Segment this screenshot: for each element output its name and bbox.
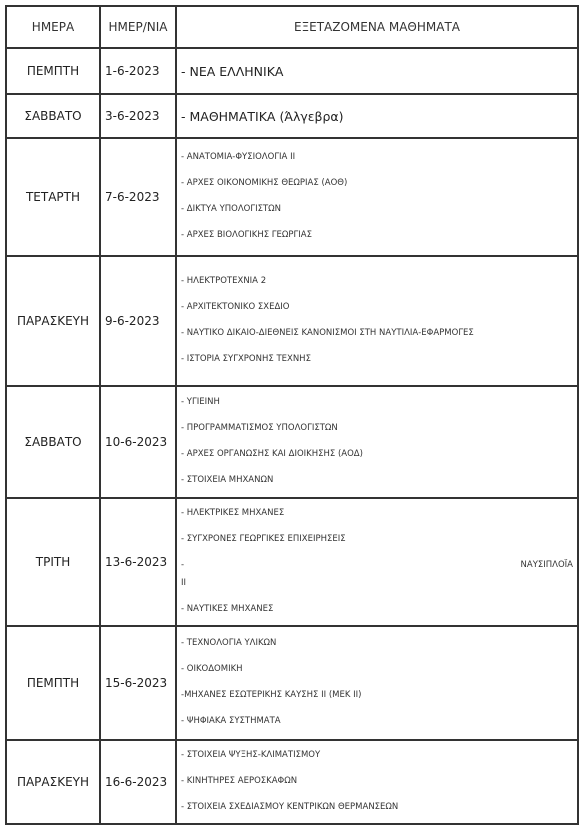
subjects-cell <box>176 48 578 94</box>
subject-item: - ΑΡΧΙΤΕΚΤΟΝΙΚΟ ΣΧΕΔΙΟ <box>181 302 290 312</box>
subject-item: - ΝΑΥΤΙΚΟ ΔΙΚΑΙΟ-ΔΙΕΘΝΕΙΣ ΚΑΝΟΝΙΣΜΟΙ ΣΤΗ ΝΑΥΤΙΛΙΑ-ΕΦΑΡΜΟΓΕΣ <box>181 328 474 338</box>
date-cell: 15-6-2023 <box>100 626 176 740</box>
subject-item: - ΤΕΧΝΟΛΟΓΙΑ ΥΛΙΚΩΝ <box>181 638 277 648</box>
day-cell: ΤΡΙΤΗ <box>6 498 100 626</box>
subject-item: - ΚΙΝΗΤΗΡΕΣ ΑΕΡΟΣΚΑΦΩΝ <box>181 776 298 786</box>
table-row <box>6 386 578 498</box>
subject-item: - ΣΤΟΙΧΕΙΑ ΣΧΕΔΙΑΣΜΟΥ ΚΕΝΤΡΙΚΩΝ ΘΕΡΜΑΝΣΕΩΝ <box>181 802 399 812</box>
day-cell: ΣΑΒΒΑΤΟ <box>6 94 100 138</box>
subject-item: - ΣΤΟΙΧΕΙΑ ΨΥΞΗΣ-ΚΛΙΜΑΤΙΣΜΟΥ <box>181 750 321 760</box>
subjects-cell <box>176 626 578 740</box>
subject-item-dash: - <box>181 560 185 570</box>
exam-schedule-table <box>5 5 579 825</box>
subject-item: - ΑΡΧΕΣ ΟΡΓΑΝΩΣΗΣ ΚΑΙ ΔΙΟΙΚΗΣΗΣ (ΑΟΔ) <box>181 449 363 459</box>
subject-item: - ΥΓΙΕΙΝΗ <box>181 397 220 407</box>
subject-item: - ΗΛΕΚΤΡΟΤΕΧΝΙΑ 2 <box>181 276 267 286</box>
subject-item: - ΝΑΥΤΙΚΕΣ ΜΗΧΑΝΕΣ <box>181 604 274 614</box>
day-cell: ΠΑΡΑΣΚΕΥΗ <box>6 256 100 386</box>
subject-item-right: ΝΑΥΣΙΠΛΟΪΑ <box>520 560 573 570</box>
header-subjects: ΕΞΕΤΑΖΟΜΕΝΑ ΜΑΘΗΜΑΤΑ <box>176 6 578 48</box>
subjects-cell <box>176 498 578 626</box>
header-row <box>6 6 578 48</box>
table-row <box>6 256 578 386</box>
table-row <box>6 48 578 94</box>
table-row <box>6 626 578 740</box>
subject-item: - ΜΑΘΗΜΑΤΙΚΑ (Άλγεβρα) <box>181 108 344 124</box>
subjects-cell <box>176 138 578 256</box>
date-cell: 16-6-2023 <box>100 740 176 824</box>
subject-item: - ΑΝΑΤΟΜΙΑ-ΦΥΣΙΟΛΟΓΙΑ ΙΙ <box>181 152 296 162</box>
subject-item: - ΨΗΦΙΑΚΑ ΣΥΣΤΗΜΑΤΑ <box>181 716 281 726</box>
day-cell: ΠΑΡΑΣΚΕΥΗ <box>6 740 100 824</box>
subject-item: - ΟΙΚΟΔΟΜΙΚΗ <box>181 664 243 674</box>
subject-item: - ΔΙΚΤΥΑ ΥΠΟΛΟΓΙΣΤΩΝ <box>181 204 282 214</box>
table-row <box>6 94 578 138</box>
table-row <box>6 138 578 256</box>
subject-item-split <box>181 559 573 571</box>
subject-item: - ΑΡΧΕΣ ΟΙΚΟΝΟΜΙΚΗΣ ΘΕΩΡΙΑΣ (ΑΟΘ) <box>181 178 348 188</box>
subjects-cell <box>176 386 578 498</box>
header-date: ΗΜΕΡ/ΝΙΑ <box>100 6 176 48</box>
subject-item: - ΙΣΤΟΡΙΑ ΣΥΓΧΡΟΝΗΣ ΤΕΧΝΗΣ <box>181 354 311 364</box>
table-row <box>6 498 578 626</box>
table-row <box>6 740 578 824</box>
subjects-cell <box>176 256 578 386</box>
subject-item: - ΗΛΕΚΤΡΙΚΕΣ ΜΗΧΑΝΕΣ <box>181 508 285 518</box>
subject-item: - ΑΡΧΕΣ ΒΙΟΛΟΓΙΚΗΣ ΓΕΩΡΓΙΑΣ <box>181 230 312 240</box>
header-day: ΗΜΕΡΑ <box>6 6 100 48</box>
date-cell: 7-6-2023 <box>100 138 176 256</box>
day-cell: ΤΕΤΑΡΤΗ <box>6 138 100 256</box>
subjects-cell <box>176 740 578 824</box>
day-cell: ΠΕΜΠΤΗ <box>6 626 100 740</box>
date-cell: 3-6-2023 <box>100 94 176 138</box>
date-cell: 9-6-2023 <box>100 256 176 386</box>
subject-item-continuation: ΙΙ <box>181 578 187 588</box>
subject-item: - ΝΕΑ ΕΛΛΗΝΙΚΑ <box>181 63 284 79</box>
day-cell: ΣΑΒΒΑΤΟ <box>6 386 100 498</box>
subject-item: - ΠΡΟΓΡΑΜΜΑΤΙΣΜΟΣ ΥΠΟΛΟΓΙΣΤΩΝ <box>181 423 338 433</box>
subjects-cell <box>176 94 578 138</box>
date-cell: 1-6-2023 <box>100 48 176 94</box>
subject-item: - ΣΥΓΧΡΟΝΕΣ ΓΕΩΡΓΙΚΕΣ ΕΠΙΧΕΙΡΗΣΕΙΣ <box>181 534 346 544</box>
subject-item: - ΣΤΟΙΧΕΙΑ ΜΗΧΑΝΩΝ <box>181 475 274 485</box>
date-cell: 13-6-2023 <box>100 498 176 626</box>
subject-item: -ΜΗΧΑΝΕΣ ΕΣΩΤΕΡΙΚΗΣ ΚΑΥΣΗΣ ΙΙ (ΜΕΚ ΙΙ) <box>181 690 362 700</box>
day-cell: ΠΕΜΠΤΗ <box>6 48 100 94</box>
date-cell: 10-6-2023 <box>100 386 176 498</box>
